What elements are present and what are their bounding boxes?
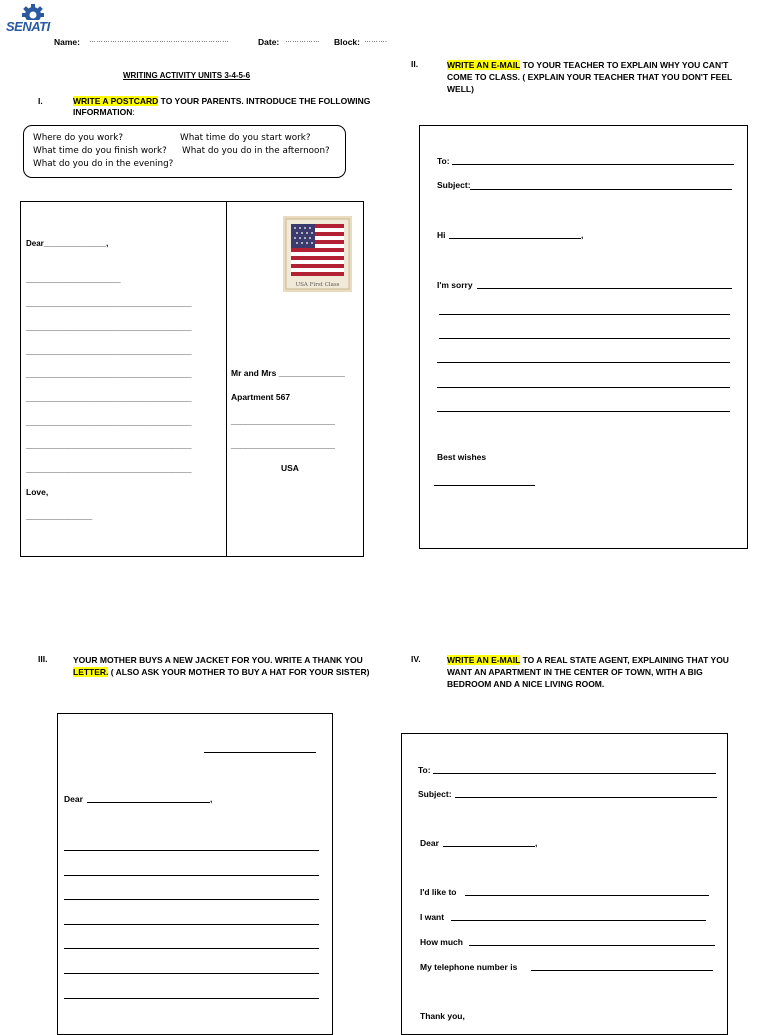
date-field[interactable]: …………… [285, 37, 320, 44]
question-2: What time do you start work? [180, 133, 311, 143]
email-signature-field[interactable] [434, 485, 535, 486]
letter-body-line[interactable] [64, 850, 319, 851]
email-subject-field[interactable] [470, 189, 732, 190]
section1-number: I. [38, 96, 43, 106]
letter-date-field[interactable] [204, 752, 316, 753]
email-form-agent [401, 733, 728, 1035]
agent-howmuch-field[interactable] [469, 945, 715, 946]
letter-body-line[interactable] [64, 875, 319, 876]
page-title: WRITING ACTIVITY UNITS 3-4-5-6 [123, 71, 251, 80]
section3-highlight: LETTER. [73, 667, 109, 677]
agent-phone-field[interactable] [531, 970, 713, 971]
email-hi-field[interactable] [449, 238, 581, 239]
agent-want-label: I want [420, 912, 445, 922]
question-4: What do you do in the afternoon? [182, 146, 330, 156]
name-label: Name: [54, 37, 80, 47]
agent-subject-field[interactable] [455, 797, 717, 798]
letter-body-line[interactable] [64, 948, 319, 949]
letter-dear-label: Dear [64, 794, 83, 804]
section2-highlight: WRITE AN E-MAIL [447, 60, 521, 70]
agent-to-field[interactable] [433, 773, 716, 774]
email-body-line[interactable] [437, 387, 730, 388]
address-apartment: Apartment 567 [231, 392, 291, 402]
agent-like-field[interactable] [465, 895, 709, 896]
postcard-body-line[interactable]: ___________________________________ [26, 417, 192, 427]
email-body-line[interactable] [437, 362, 730, 363]
email-closing: Best wishes [437, 452, 487, 462]
address-line[interactable]: ______________________ [231, 416, 336, 426]
us-flag-stamp-icon [283, 216, 352, 292]
email-body-line[interactable] [439, 314, 730, 315]
postcard-body-line[interactable]: ___________________________________ [26, 464, 192, 474]
block-label: Block: [334, 37, 360, 47]
section1-text2: INFORMATION [73, 107, 133, 117]
postcard-love: Love, [26, 487, 49, 497]
name-field[interactable]: …………………………………………………… [89, 37, 229, 44]
agent-phone-label: My telephone number is [420, 962, 518, 972]
address-name[interactable]: Mr and Mrs ______________ [231, 368, 345, 378]
letter-dear-field[interactable] [87, 802, 210, 803]
question-3: What time do you finish work? [33, 146, 167, 156]
senati-logo [5, 3, 61, 35]
section4-instruction: WRITE AN E-MAIL TO A REAL STATE AGENT, EXPLAINING THAT YOU WANT AN APARTMENT IN THE CENTER OF TOWN, WITH A BIG BEDROOM AND A NICE LIVING ROOM. [447, 655, 729, 689]
agent-howmuch-label: How much [420, 937, 463, 947]
block-field[interactable]: ………. [364, 37, 387, 44]
postcard-body-line[interactable]: ___________________________________ [26, 393, 192, 403]
postcard-body-line[interactable]: ___________________________________ [26, 369, 192, 379]
email-subject-label: Subject: [437, 180, 471, 190]
agent-dear-label: Dear [420, 838, 439, 848]
postcard-line[interactable]: ____________________ [26, 274, 121, 284]
agent-subject-label: Subject: [418, 789, 452, 799]
section1-instruction: WRITE A POSTCARD TO YOUR PARENTS. INTRODUCE THE FOLLOWING INFORMATION: [73, 96, 371, 117]
letter-body-line[interactable] [64, 973, 319, 974]
address-country: USA [281, 463, 299, 473]
postcard-body-line[interactable]: ___________________________________ [26, 322, 192, 332]
letter-body-line[interactable] [64, 899, 319, 900]
postcard-body-line[interactable]: ___________________________________ [26, 440, 192, 450]
thank-you-letter-box [57, 713, 333, 1035]
section3-instruction: YOUR MOTHER BUYS A NEW JACKET FOR YOU. WRITE A THANK YOU LETTER. ( ALSO ASK YOUR MOTHER TO BUY A HAT FOR YOUR SISTER) [73, 655, 370, 677]
address-line[interactable]: ______________________ [231, 440, 336, 450]
agent-to-label: To: [418, 765, 431, 775]
section1-highlight: WRITE A POSTCARD [73, 96, 159, 106]
email-body-line[interactable] [439, 338, 730, 339]
letter-body-line[interactable] [64, 998, 319, 999]
email-to-field[interactable] [452, 164, 734, 165]
stamp [283, 216, 352, 292]
section3-number: III. [38, 654, 48, 664]
section2-instruction: WRITE AN E-MAIL TO YOUR TEACHER TO EXPLAIN WHY YOU CAN'T COME TO CLASS. ( EXPLAIN YOUR TEACHER THAT YOU DON'T FEEL WELL) [447, 60, 733, 94]
question-1: Where do you work? [33, 133, 123, 143]
email-sorry-label: I'm sorry [437, 280, 473, 290]
agent-want-field[interactable] [451, 920, 706, 921]
section4-highlight: WRITE AN E-MAIL [447, 655, 521, 665]
logo-text: SENATI [6, 19, 50, 34]
postcard-dear[interactable]: Dear______________, [26, 239, 109, 248]
section4-number: IV. [411, 654, 421, 664]
section2-number: II. [411, 59, 419, 69]
email-body-line[interactable] [437, 411, 730, 412]
agent-thanks: Thank you, [420, 1011, 465, 1021]
postcard-body-line[interactable]: ___________________________________ [26, 298, 192, 308]
stamp-text: USA First Class [295, 282, 340, 288]
email-hi-label: Hi [437, 230, 446, 240]
postcard-signature[interactable]: ______________ [26, 511, 93, 521]
postcard-divider [226, 201, 227, 556]
letter-body-line[interactable] [64, 924, 319, 925]
section1-text: TO YOUR PARENTS. INTRODUCE THE FOLLOWING [158, 96, 371, 106]
question-5: What do you do in the evening? [33, 159, 174, 169]
postcard-body-line[interactable]: ___________________________________ [26, 346, 192, 356]
date-label: Date: [258, 37, 280, 47]
agent-like-label: I'd like to [420, 887, 457, 897]
email-to-label: To: [437, 156, 450, 166]
agent-dear-field[interactable] [443, 846, 535, 847]
email-sorry-field[interactable] [477, 288, 732, 289]
